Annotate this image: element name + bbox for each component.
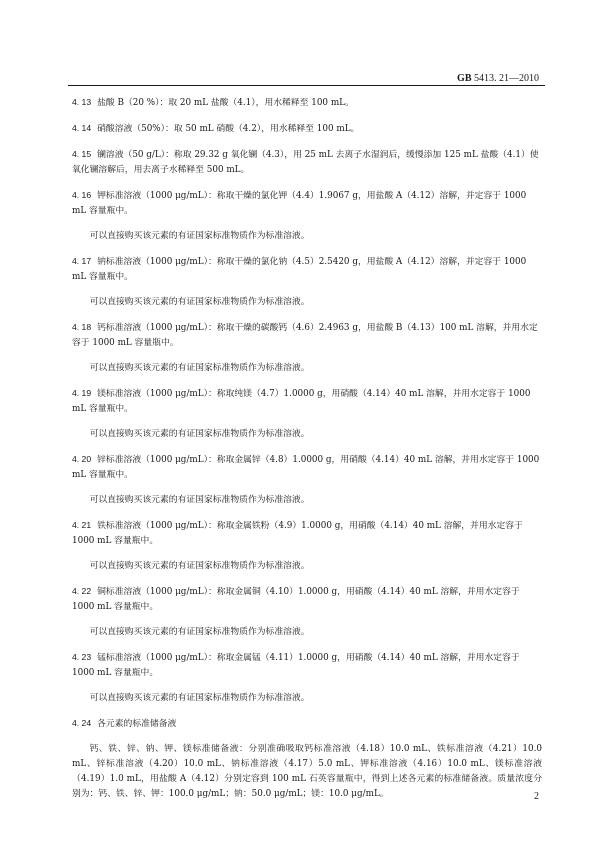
clause-note: 可以直接购买该元素的有证国家标准物质作为标准溶液。	[89, 429, 310, 439]
clause-text: 镧溶液（50 g/L）：称取 29.32 g 氧化镧（4.3），用 25 mL 去离子水湿润后，缓慢添加 125 mL 盐酸（4.1）使氧化镧溶解后，用去离子水稀释至 500 mL。	[72, 150, 539, 175]
clause-text: 铁标准溶液（1000 μg/mL）：称取金属铁粉（4.9）1.0000 g，用硝酸（4.14）40 mL 溶解，并用水定容于 1000 mL 容量瓶中。	[72, 521, 523, 546]
header-rule	[68, 85, 545, 86]
standard-code: GB	[457, 73, 472, 84]
clause-4-21	[72, 518, 542, 549]
clause-number: 4. 14	[72, 123, 92, 133]
clause-text: 锌标准溶液（1000 μg/mL）：称取金属锌（4.8）1.0000 g，用硝酸（4.14）40 mL 溶解，并用水定容于 1000 mL 容量瓶中。	[72, 455, 540, 480]
clause-number: 4. 19	[72, 388, 92, 398]
clause-note: 可以直接购买该元素的有证国家标准物质作为标准溶液。	[89, 363, 310, 373]
clause-number: 4. 16	[72, 190, 92, 200]
clause-number: 4. 20	[72, 454, 92, 464]
clause-4-19	[72, 386, 542, 417]
page-number: 2	[534, 791, 539, 802]
clause-note: 可以直接购买该元素的有证国家标准物质作为标准溶液。	[89, 627, 310, 637]
clause-note: 可以直接购买该元素的有证国家标准物质作为标准溶液。	[89, 495, 310, 505]
clause-text: 盐酸 B（20 %）：取 20 mL 盐酸（4.1），用水稀释至 100 mL。	[97, 98, 354, 108]
clause-number: 4. 21	[72, 520, 92, 530]
clause-text: 钙标准溶液（1000 μg/mL）：称取干燥的碳酸钙（4.6）2.4963 g，用盐酸 B（4.13）100 mL 溶解，并用水定容于 1000 mL 容量瓶中。	[72, 323, 538, 348]
clause-note: 可以直接购买该元素的有证国家标准物质作为标准溶液。	[89, 231, 310, 241]
clause-heading: 各元素的标准储备液	[97, 719, 177, 729]
clause-text: 镁标准溶液（1000 μg/mL）：称取纯镁（4.7）1.0000 g，用硝酸（4.14）40 mL 溶解，并用水定容于 1000 mL 容量瓶中。	[72, 389, 531, 414]
standard-number: 5413. 21—2010	[474, 73, 539, 84]
clause-text: 钾标准溶液（1000 μg/mL）：称取干燥的氯化钾（4.4）1.9067 g，用盐酸 A（4.12）溶解，并定容于 1000 mL 容量瓶中。	[72, 191, 527, 216]
clause-4-14	[72, 121, 542, 137]
clause-text: 锰标准溶液（1000 μg/mL）：称取金属锰（4.11）1.0000 g，用硝酸（4.14）40 mL 溶解，并用水定容于 1000 mL 容量瓶中。	[72, 653, 520, 678]
stock-solution-paragraph: 钙、铁、锌、钠、钾、镁标准储备液：分别准确吸取钙标准溶液（4.18）10.0 mL、铁标准溶液（4.21）10.0 mL、锌标准溶液（4.20）10.0 mL、钠标准溶液（4.17）5.0 mL、钾标准溶液（4.16）10.0 mL、镁标准溶液（4.19）1.0 mL，用盐酸 A（4.12）分别定容到 100 mL 石英容量瓶中，得到上述各元素的标准储备液。质量浓度分别为：钙、铁、锌、钾：100.0 μg/mL；钠：50.0 μg/mL；镁：10.0 μg/mL。	[72, 744, 542, 799]
clause-4-24	[72, 716, 542, 732]
clause-note: 可以直接购买该元素的有证国家标准物质作为标准溶液。	[89, 693, 310, 703]
clause-4-20	[72, 452, 542, 483]
clause-note: 可以直接购买该元素的有证国家标准物质作为标准溶液。	[89, 297, 310, 307]
clause-4-13	[72, 95, 542, 111]
clause-number: 4. 13	[72, 97, 92, 107]
clause-4-23	[72, 650, 542, 681]
page-header	[457, 73, 539, 84]
clause-number: 4. 17	[72, 256, 92, 266]
document-body	[72, 95, 542, 802]
clause-4-15	[72, 147, 542, 178]
clause-text: 硝酸溶液（50%）：取 50 mL 硝酸（4.2），用水稀释至 100 mL。	[97, 124, 360, 134]
clause-4-17	[72, 254, 542, 285]
clause-4-16	[72, 188, 542, 219]
clause-number: 4. 22	[72, 586, 92, 596]
clause-number: 4. 18	[72, 322, 92, 332]
clause-note: 可以直接购买该元素的有证国家标准物质作为标准溶液。	[89, 561, 310, 571]
clause-number: 4. 15	[72, 149, 92, 159]
clause-4-18	[72, 320, 542, 351]
clause-number: 4. 24	[72, 718, 92, 728]
clause-text: 钠标准溶液（1000 μg/mL）：称取干燥的氯化钠（4.5）2.5420 g，用盐酸 A（4.12）溶解，并定容于 1000 mL 容量瓶中。	[72, 257, 527, 282]
clause-number: 4. 23	[72, 652, 92, 662]
clause-text: 铜标准溶液（1000 μg/mL）：称取金属铜（4.10）1.0000 g，用硝酸（4.14）40 mL 溶解，并用水定容于 1000 mL 容量瓶中。	[72, 587, 520, 612]
clause-4-22	[72, 584, 542, 615]
